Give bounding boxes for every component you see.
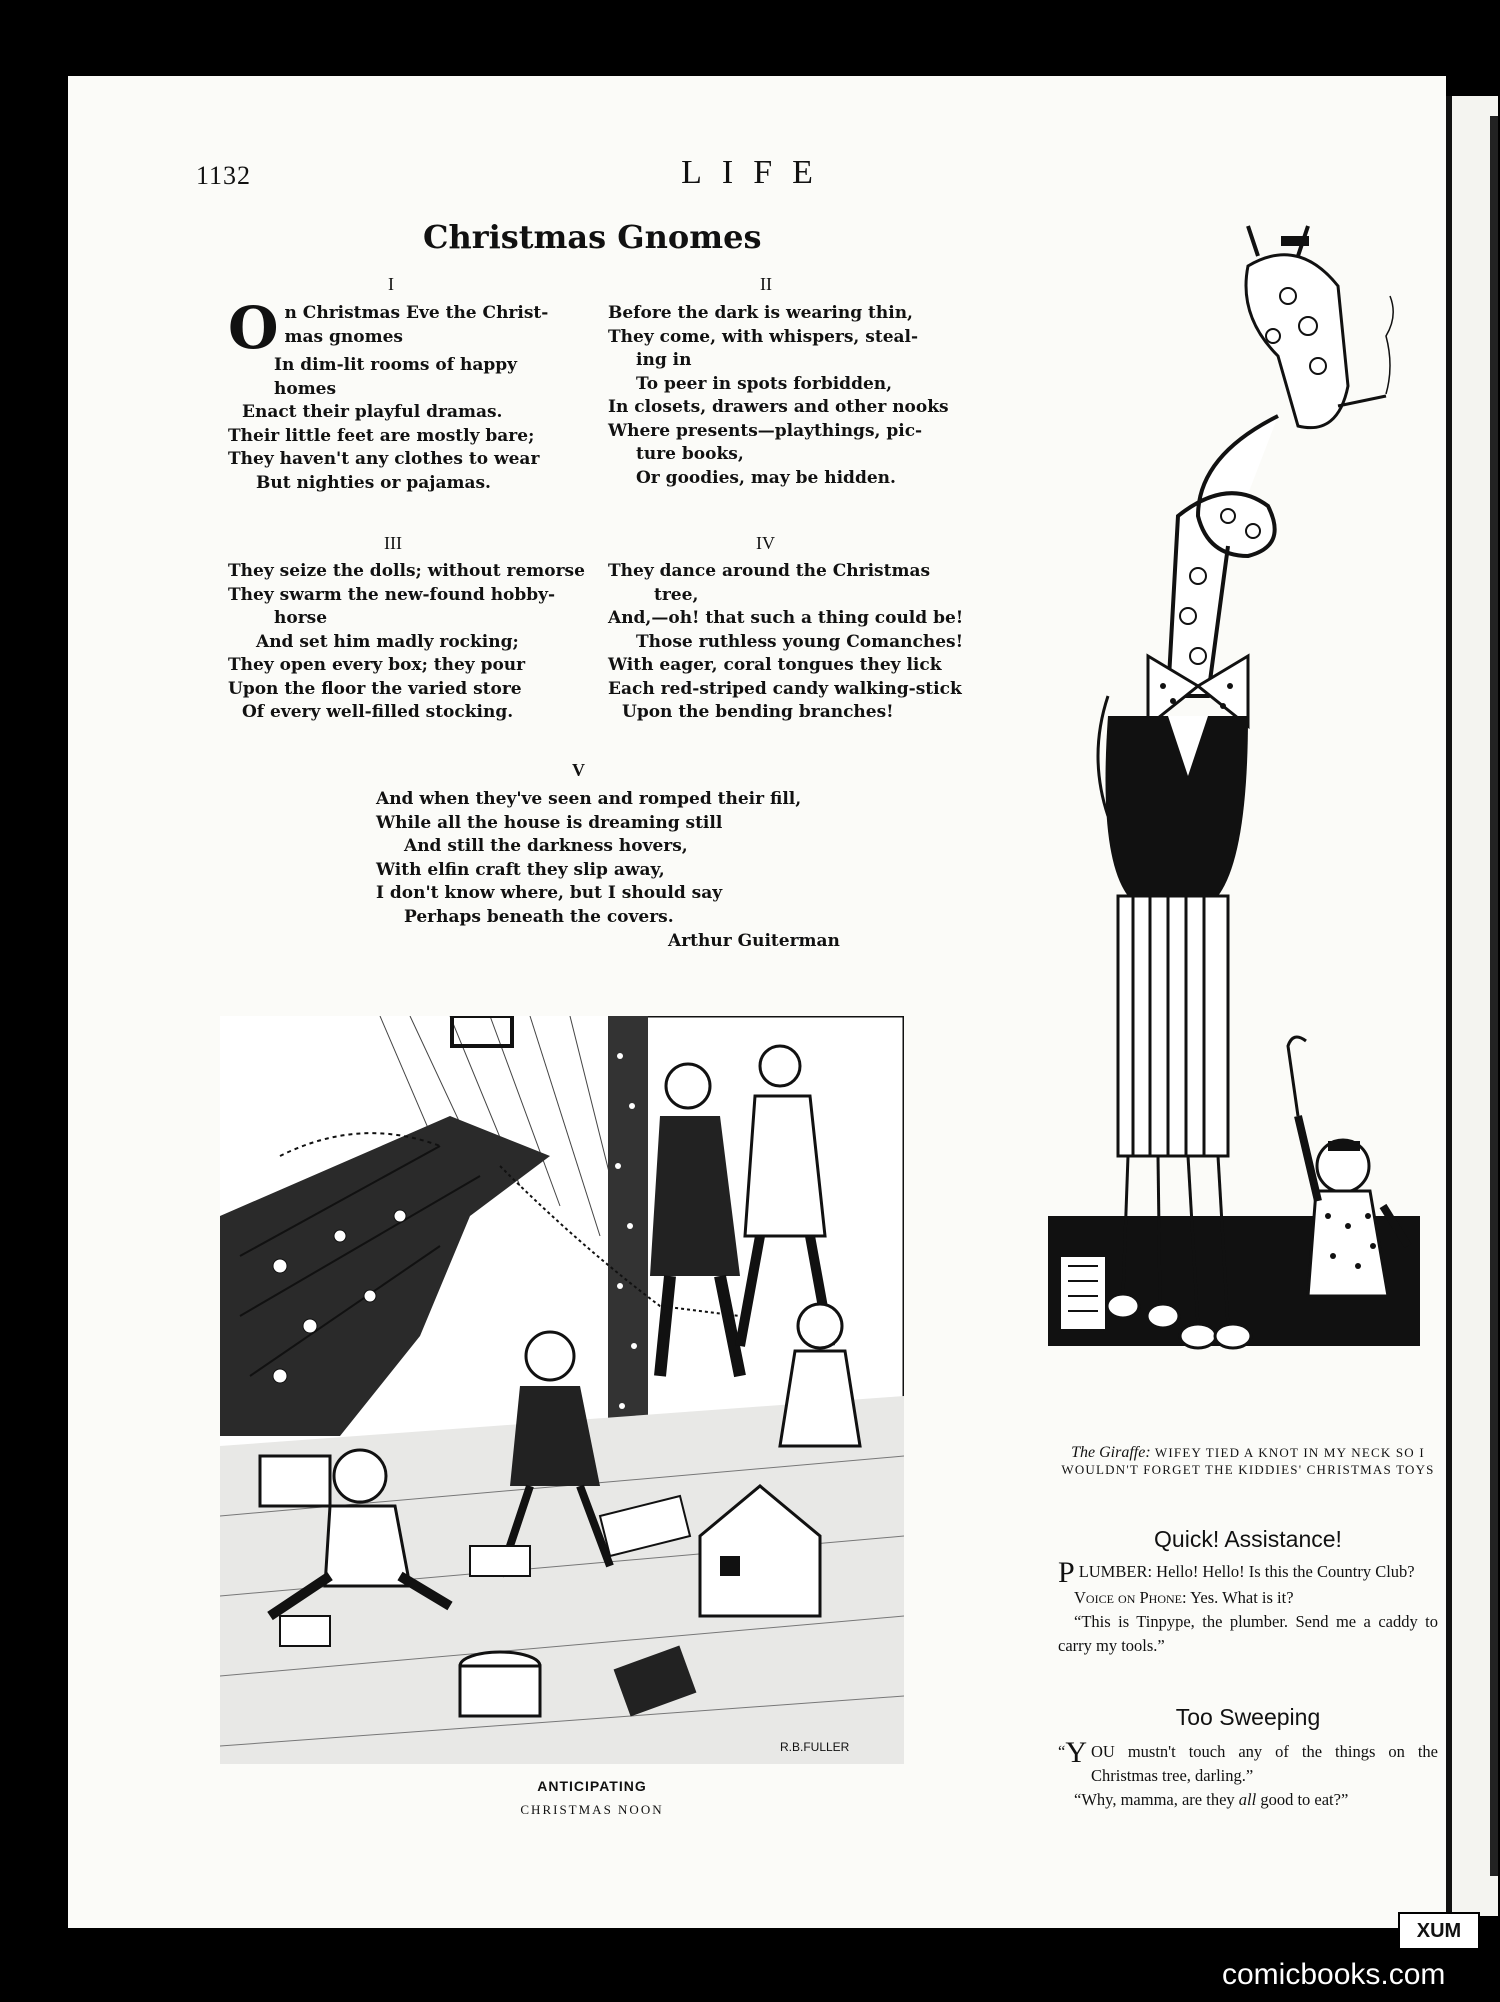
poem-author: Arthur Guiterman bbox=[668, 931, 840, 951]
artist-signature: R.B.FULLER bbox=[780, 1740, 850, 1754]
joke-too-sweeping bbox=[1058, 1736, 1438, 1812]
stanza-numeral: I bbox=[388, 274, 394, 294]
poem-line: Each red-striped candy walking-stick bbox=[608, 678, 962, 699]
poem-title: Christmas Gnomes bbox=[423, 218, 762, 256]
stanza-4 bbox=[608, 560, 963, 725]
poem-line: Upon the bending branches! bbox=[622, 702, 894, 722]
stanza-2 bbox=[608, 302, 949, 490]
giraffe-caption-text: WIFEY TIED A KNOT IN MY NECK SO I WOULDN'T FORGET THE KIDDIES' CHRISTMAS TOYS bbox=[1061, 1445, 1435, 1477]
poem-line: Their little feet are mostly bare; bbox=[228, 425, 535, 446]
masthead: LIFE bbox=[681, 154, 833, 191]
poem-line: Before the dark is wearing thin, bbox=[608, 303, 913, 323]
speaker-label: LUMBER: bbox=[1078, 1562, 1153, 1581]
joke-quick-assistance bbox=[1058, 1556, 1438, 1658]
poem-line: In dim-lit rooms of happy bbox=[274, 355, 518, 375]
poem-line: ture books, bbox=[636, 444, 744, 464]
stanza-1 bbox=[228, 294, 549, 495]
poem-line: Of every well-filled stocking. bbox=[242, 702, 514, 722]
drop-cap: P bbox=[1058, 1556, 1075, 1589]
poem-line: Those ruthless young Comanches! bbox=[636, 631, 964, 652]
poem-line: They dance around the Christmas bbox=[608, 561, 931, 581]
anticipating-caption bbox=[452, 1778, 732, 1818]
poem-line: And,—oh! that such a thing could be! bbox=[608, 608, 964, 628]
speaker-label: Voice on Phone: bbox=[1074, 1588, 1187, 1607]
striped-trousers bbox=[1118, 896, 1228, 1156]
joke-emphasis: all bbox=[1238, 1790, 1257, 1809]
giraffe-caption-lead: The Giraffe: bbox=[1071, 1444, 1151, 1461]
poem-line: n Christmas Eve the Christ- bbox=[284, 303, 549, 323]
poem-line: horse bbox=[274, 608, 328, 628]
giraffe-head bbox=[1246, 226, 1393, 428]
joke-line: “This is Tinpype, the plumber. Send me a caddy to carry my tools.” bbox=[1058, 1612, 1438, 1655]
poem-line: And set him madly rocking; bbox=[256, 631, 519, 652]
poem-line: They swarm the new-found hobby- bbox=[228, 584, 556, 605]
poem-line: They open every box; they pour bbox=[228, 655, 526, 675]
drop-cap: Y bbox=[1065, 1736, 1087, 1769]
stanza-3 bbox=[228, 560, 585, 725]
poem-line: Or goodies, may be hidden. bbox=[636, 467, 896, 488]
poem-line: But nighties or pajamas. bbox=[256, 472, 491, 493]
page-number: 1132 bbox=[196, 161, 252, 190]
site-watermark: comicbooks.com bbox=[1222, 1958, 1446, 1991]
joke-title: Quick! Assistance! bbox=[1154, 1526, 1342, 1552]
poem-line: They haven't any clothes to wear bbox=[228, 449, 540, 469]
magazine-page bbox=[68, 76, 1446, 1928]
joke-line: “Why, mamma, are they bbox=[1074, 1790, 1239, 1809]
poem-line: Upon the floor the varied store bbox=[228, 678, 522, 699]
giraffe-caption bbox=[1056, 1444, 1440, 1478]
stanza-numeral: II bbox=[760, 274, 772, 294]
caption-line: ANTICIPATING bbox=[537, 1778, 647, 1794]
poem-line: homes bbox=[274, 378, 337, 399]
poem-line: Enact their playful dramas. bbox=[242, 402, 503, 422]
poem-line: They seize the dolls; without remorse bbox=[228, 561, 585, 581]
archive-stamp: XUM bbox=[1398, 1912, 1480, 1950]
open-quote: “ bbox=[1058, 1742, 1066, 1761]
joke-line: good to eat?” bbox=[1256, 1790, 1349, 1809]
joke-title: Too Sweeping bbox=[1175, 1704, 1321, 1730]
joke-line: Yes. What is it? bbox=[1190, 1588, 1294, 1607]
poem-line: With elfin craft they slip away, bbox=[376, 859, 665, 880]
poem-line: They come, with whispers, steal- bbox=[608, 326, 919, 347]
poem-line: And when they've seen and romped their fill, bbox=[376, 789, 802, 809]
drop-cap: O bbox=[228, 294, 279, 362]
cartoon-giraffe bbox=[998, 216, 1420, 1436]
caption-line: CHRISTMAS NOON bbox=[520, 1802, 664, 1817]
poem-line: Where presents—playthings, pic- bbox=[608, 420, 923, 441]
stanza-numeral: III bbox=[384, 533, 402, 553]
poem-line: And still the darkness hovers, bbox=[404, 836, 688, 856]
stanza-5 bbox=[376, 788, 801, 929]
cartoon-anticipating bbox=[220, 1016, 904, 1764]
joke-line: OU mustn't touch any of the things on the Christmas tree, darling.” bbox=[1091, 1742, 1438, 1785]
stanza-numeral: V bbox=[572, 760, 585, 780]
stanza-numeral: IV bbox=[756, 533, 775, 553]
poem-line: I don't know where, but I should say bbox=[376, 883, 723, 903]
giraffe-neck bbox=[1168, 416, 1278, 696]
poem-line: In closets, drawers and other nooks bbox=[608, 397, 949, 417]
poem-line: While all the house is dreaming still bbox=[376, 812, 723, 833]
poem-line: To peer in spots forbidden, bbox=[636, 373, 893, 394]
poem-line: Perhaps beneath the covers. bbox=[404, 906, 674, 927]
adjacent-page-edge bbox=[1446, 96, 1498, 1916]
poem-line: tree, bbox=[654, 584, 699, 605]
poem-line: ing in bbox=[636, 350, 692, 370]
joke-line: Hello! Hello! Is this the Country Club? bbox=[1156, 1562, 1415, 1581]
poem-line: mas gnomes bbox=[284, 326, 403, 347]
poem-line: With eager, coral tongues they lick bbox=[608, 655, 942, 675]
